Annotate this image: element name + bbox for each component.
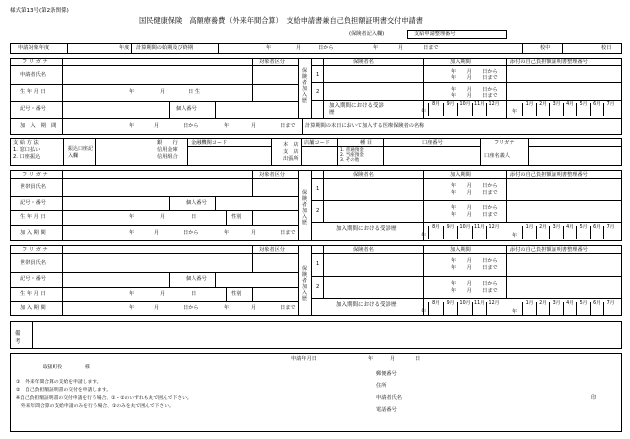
- text: 日まで: [280, 230, 296, 236]
- text: 年: [373, 45, 379, 51]
- text: 年 月 日から: [451, 281, 498, 287]
- text: 日まで: [280, 305, 296, 311]
- individual-number-label: 個人番号: [176, 106, 197, 112]
- cert-no-header: 添付の自己負担額証明書整理番号: [510, 59, 588, 65]
- text: 日まで: [280, 123, 296, 129]
- year-unit: 年度: [119, 45, 130, 51]
- text: 年: [368, 356, 374, 362]
- month-cell[interactable]: 7月: [603, 302, 617, 315]
- month-cell[interactable]: 11月: [472, 103, 487, 116]
- month-cell[interactable]: 5月: [576, 226, 590, 239]
- target-year-label: 申請対象年度: [18, 45, 50, 51]
- text: 口座名義人: [484, 153, 510, 159]
- join-period-label: 加 入 期 間: [20, 123, 57, 129]
- text: 生 年 月 日: [20, 214, 46, 220]
- month-cell[interactable]: 1月: [522, 226, 536, 239]
- months-row: [428, 103, 620, 117]
- month-cell[interactable]: 8月: [428, 226, 443, 239]
- account-label: 振込口座記入欄: [68, 146, 94, 159]
- insurer-history-vertical: 保険者加入歴: [302, 68, 308, 104]
- text: 保険者名: [353, 247, 374, 253]
- text: 年 月 日まで: [451, 93, 498, 99]
- text: 月: [154, 123, 160, 129]
- month-cell[interactable]: 3月: [549, 103, 563, 116]
- month-cell[interactable]: 11月: [472, 226, 487, 239]
- text: 性別: [231, 214, 242, 220]
- text: 年 月 日から: [451, 205, 498, 211]
- text: 年: [512, 233, 518, 239]
- text: 性別: [231, 291, 242, 297]
- text: 加 入 期 間: [20, 230, 46, 236]
- text: 年: [421, 109, 427, 115]
- text: 日: [191, 291, 197, 297]
- applicant-name-footer: 申請者氏名: [376, 395, 402, 401]
- text: 保険者加入歴: [302, 190, 308, 226]
- apply-date-label: 申請年月日: [291, 356, 317, 362]
- text[interactable]: 3. その他: [340, 158, 360, 163]
- text: 日から: [183, 123, 199, 129]
- text: 加入期間: [450, 172, 471, 178]
- text: 年 月 日まで: [451, 212, 498, 218]
- month-cell[interactable]: 10月: [457, 302, 472, 315]
- months-row: [428, 302, 620, 316]
- text: 年: [129, 291, 135, 297]
- monthly-history-label: 加入期間における受診歴: [329, 103, 385, 116]
- remarks-box[interactable]: [10, 321, 622, 349]
- text: 年: [421, 309, 427, 315]
- text: 月: [390, 356, 396, 362]
- text: 信用組合: [157, 154, 178, 160]
- text: 月: [160, 89, 166, 95]
- period-label: 計算期間の始期及び終期: [136, 45, 194, 51]
- text: 月: [251, 123, 257, 129]
- text: 年 月 日まで: [451, 190, 498, 196]
- text: 本 店: [283, 142, 299, 148]
- month-cell[interactable]: 6月: [590, 302, 604, 315]
- text: 年: [512, 109, 518, 115]
- form-title: 国民健康保険 高額療養費（外来年間合算） 支給申請書兼自己負担額証明書交付申請書: [139, 16, 423, 25]
- text: 記号・番号: [20, 276, 46, 282]
- seal-label: 印: [591, 395, 597, 401]
- text: 月: [160, 214, 166, 220]
- month-cell[interactable]: 6月: [590, 226, 604, 239]
- text: 信用金庫: [157, 147, 178, 153]
- text: 対象者区分: [259, 247, 285, 253]
- month-cell[interactable]: 8月: [428, 302, 443, 315]
- text: 日から: [318, 45, 334, 51]
- note-3: ※自己負担額証明書の交付申請を行う場合、①・②のいずれも丸で囲んで下さい。: [16, 396, 192, 401]
- member1-name-label: 世帯員氏名: [20, 184, 46, 190]
- text: 日 生: [188, 89, 201, 95]
- month-cell[interactable]: 4月: [563, 103, 577, 116]
- addressee: 取扱町役: [43, 365, 63, 370]
- month-cell[interactable]: 2月: [536, 103, 550, 116]
- applicant-name-label: 申請者氏名: [20, 72, 46, 78]
- month-cell[interactable]: 12月: [486, 302, 501, 315]
- text: 口座番号: [422, 140, 443, 146]
- month-cell[interactable]: 12月: [486, 103, 501, 116]
- month-cell[interactable]: 7月: [603, 103, 617, 116]
- month-cell[interactable]: 1月: [522, 302, 536, 315]
- text: 月: [296, 45, 302, 51]
- month-cell[interactable]: 8月: [428, 103, 443, 116]
- branch-code-label: 店舗コード: [304, 140, 330, 146]
- text: フ リ ガ ナ: [22, 172, 48, 178]
- month-cell[interactable]: 12月: [486, 226, 501, 239]
- month-cell[interactable]: 5月: [576, 302, 590, 315]
- text: 年: [421, 233, 427, 239]
- text: 個人番号: [186, 200, 207, 206]
- text: 様: [85, 365, 90, 370]
- month-cell[interactable]: 9月: [443, 302, 458, 315]
- month-cell[interactable]: 3月: [549, 226, 563, 239]
- text[interactable]: 1. 普通預金: [340, 148, 364, 153]
- month-cell[interactable]: 9月: [443, 226, 458, 239]
- text: 加入期間: [450, 247, 471, 253]
- text: 記号・番号: [20, 200, 46, 206]
- text: 月: [251, 305, 257, 311]
- phone-label: 電話番号: [376, 407, 397, 413]
- text: 日まで: [423, 45, 439, 51]
- text[interactable]: 2. 当座預金: [340, 153, 364, 158]
- month-cell[interactable]: 4月: [563, 302, 577, 315]
- address-label: 住所: [376, 383, 387, 389]
- text: 種 目: [360, 140, 373, 146]
- member2-name-label: 世帯員氏名: [20, 260, 46, 266]
- text: 月: [154, 230, 160, 236]
- text: 生 年 月 日: [20, 291, 46, 297]
- text: 日から: [183, 305, 199, 311]
- month-cell[interactable]: 4月: [563, 226, 577, 239]
- month-cell[interactable]: 1月: [522, 103, 536, 116]
- month-cell[interactable]: 6月: [590, 103, 604, 116]
- text: 保険者加入歴: [302, 266, 308, 302]
- text: 日: [415, 356, 421, 362]
- text: 校日: [601, 45, 612, 51]
- text: 出張所: [283, 156, 299, 162]
- subject-class-label: 対象者区分: [259, 59, 285, 65]
- text: 日: [191, 214, 197, 220]
- text: 年: [224, 230, 230, 236]
- text: 加入期間における受診歴: [336, 302, 397, 308]
- text: 年 月 日から: [451, 87, 498, 93]
- applicant-name-field[interactable]: [64, 67, 250, 82]
- month-cell[interactable]: 10月: [457, 103, 472, 116]
- note-1[interactable]: ① 外来年間合算の支給を申請します。: [16, 380, 102, 385]
- furigana-label: フ リ ガ ナ: [22, 59, 48, 65]
- text: 日から: [183, 230, 199, 236]
- text: 銀 行: [157, 140, 178, 146]
- text: 加 入 期 間: [20, 305, 46, 311]
- month-cell[interactable]: 2月: [536, 302, 550, 315]
- text: 年: [512, 309, 518, 315]
- text: 支 店: [283, 149, 299, 155]
- text: 月: [398, 45, 404, 51]
- text: 年: [266, 45, 272, 51]
- text: 年: [129, 230, 135, 236]
- receipt-number-label: 支給申請整理番号: [414, 31, 456, 37]
- text: フ リ ガ ナ: [22, 247, 48, 253]
- month-cell[interactable]: 5月: [576, 103, 590, 116]
- months-row: [428, 226, 620, 240]
- text: 年: [129, 305, 135, 311]
- target-year-row: [10, 43, 622, 54]
- month-cell[interactable]: 11月: [472, 302, 487, 315]
- payment-method-label: 支 給 方 法: [13, 140, 39, 146]
- form-number: 様式第13号(第2条関係): [10, 8, 69, 14]
- text: 月: [251, 230, 257, 236]
- text: 年 月 日まで: [451, 288, 498, 294]
- text: 年: [224, 123, 230, 129]
- text: 保険者名: [353, 172, 374, 178]
- text: 月: [160, 291, 166, 297]
- remarks-label: 備考: [15, 331, 21, 345]
- text: 対象者区分: [259, 172, 285, 178]
- text: 年 月 日まで: [451, 265, 498, 271]
- text: 年: [129, 123, 135, 129]
- text: 校中: [540, 45, 551, 51]
- enroll-period-header: 加入期間: [450, 59, 471, 65]
- month-cell[interactable]: 2月: [536, 226, 550, 239]
- text: フリガナ: [494, 140, 515, 146]
- month-cell[interactable]: 7月: [603, 226, 617, 239]
- end-insurer-question: 計算期間の末日において加入する医療保険者の名称: [305, 123, 425, 129]
- month-cell[interactable]: 3月: [549, 302, 563, 315]
- text: 年 月 日まで: [451, 75, 498, 81]
- text: 添付の自己負担額証明書整理番号: [510, 172, 588, 178]
- month-cell[interactable]: 10月: [457, 226, 472, 239]
- text: 添付の自己負担額証明書整理番号: [510, 247, 588, 253]
- text: 年 月 日から: [451, 258, 498, 264]
- insurer-note: (保険者記入欄): [349, 31, 385, 37]
- text: 個人番号: [186, 276, 207, 282]
- text: 年: [129, 89, 135, 95]
- text: 加入期間における受診歴: [336, 226, 397, 232]
- opt-transfer[interactable]: 2. 口座振込: [13, 154, 41, 160]
- insurer-name-header: 保険者名: [353, 59, 374, 65]
- note-4: 外来年間合算の支給申請のみを行う場合、①のみを丸で囲んで下さい。: [16, 404, 174, 409]
- text: 年 月 日から: [451, 183, 498, 189]
- text: 年: [129, 214, 135, 220]
- text: 年 月 日から: [451, 69, 498, 75]
- postal-label: 郵便番号: [376, 371, 397, 377]
- mark-number-label: 記号・番号: [20, 106, 46, 112]
- birthdate-label: 生 年 月 日: [20, 89, 46, 95]
- inst-code-label: 金融機関コード: [191, 140, 228, 146]
- note-2[interactable]: ② 自己負担額証明書の交付を申請します。: [16, 388, 112, 393]
- text: 年: [224, 305, 230, 311]
- month-cell[interactable]: 9月: [443, 103, 458, 116]
- text: 月: [154, 305, 160, 311]
- opt-counter[interactable]: 1. 窓口払い: [13, 147, 41, 153]
